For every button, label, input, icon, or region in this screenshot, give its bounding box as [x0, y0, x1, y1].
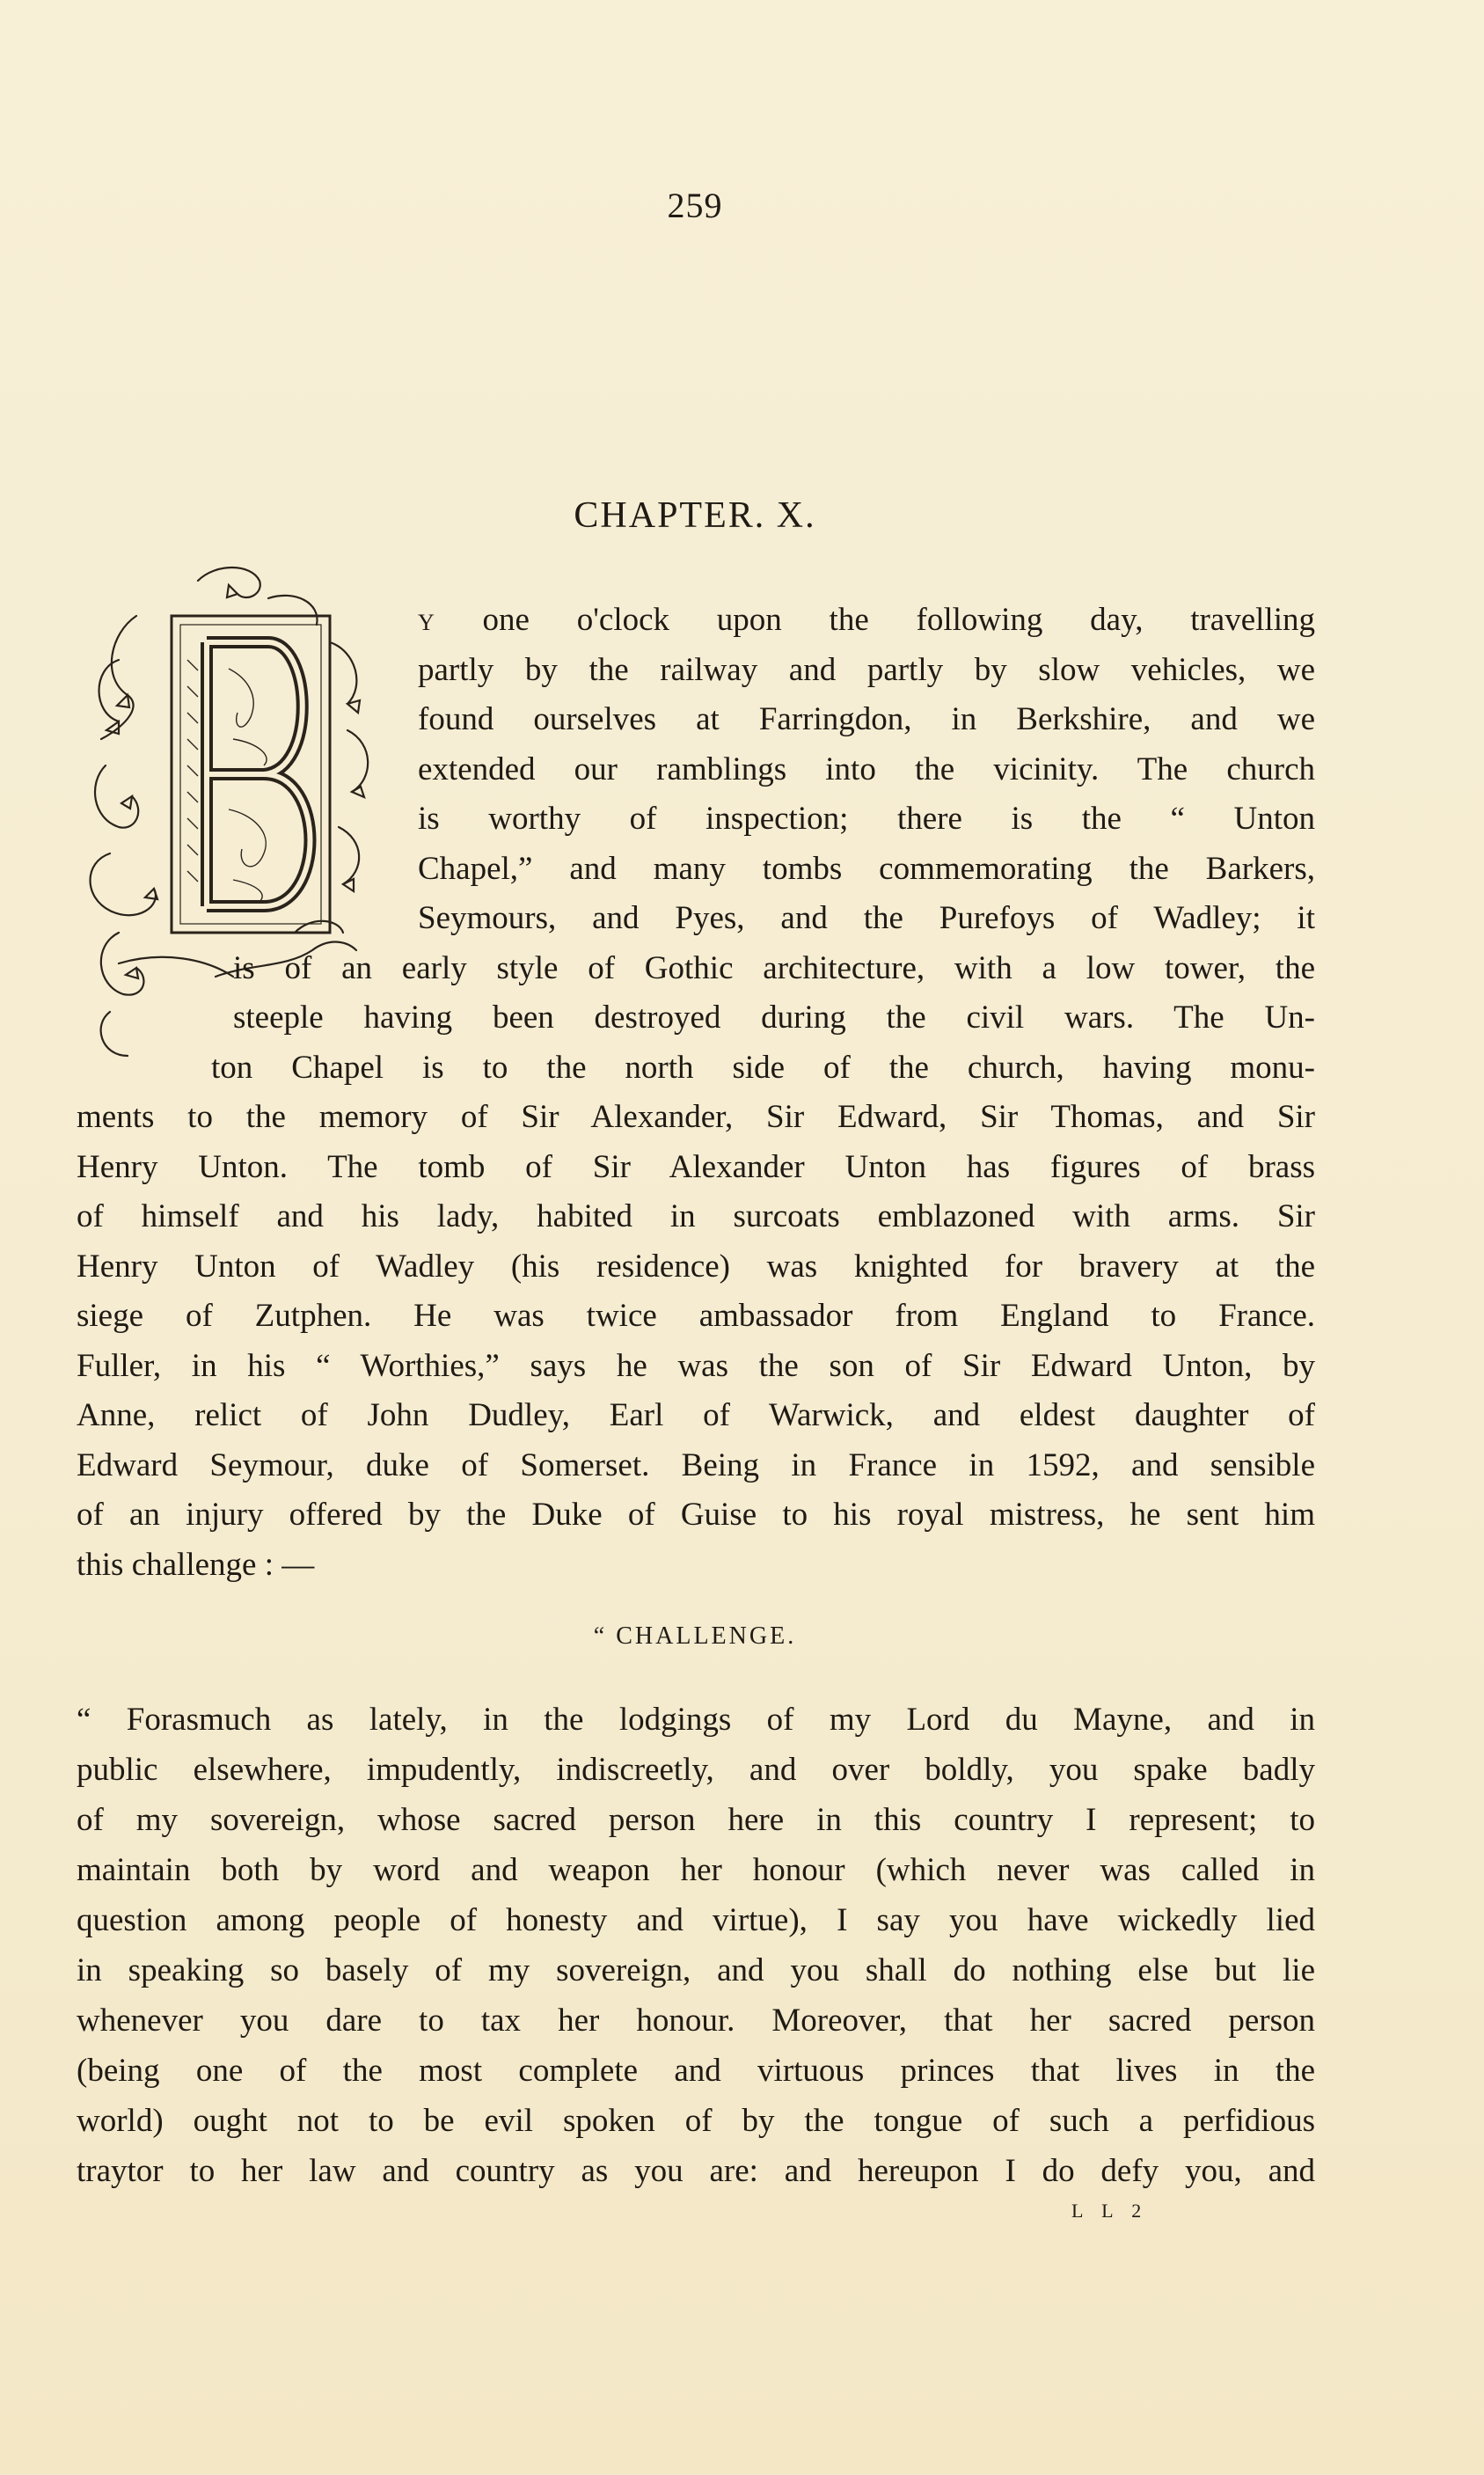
drop-cap-continuation: Y [418, 610, 435, 635]
paragraph-line: steeple having been destroyed during the civil wars. The Un- [233, 1000, 1315, 1036]
paragraph-line: Fuller, in his “ Worthies,” says he was the son of Sir Edward Unton, by [77, 1347, 1315, 1384]
paragraph-line: is worthy of inspection; there is the “ Unton [418, 801, 1315, 837]
challenge-line: in speaking so basely of my sovereign, and you shall do nothing else but lie [77, 1952, 1315, 1988]
paragraph-line: is of an early style of Gothic architecture, with a low tower, the [233, 949, 1315, 986]
paragraph-line: Y one o'clock upon the following day, travelling [418, 602, 1315, 638]
paragraph-line: of himself and his lady, habited in surcoats emblazoned with arms. Sir [77, 1198, 1315, 1234]
chapter-title: CHAPTER. X. [574, 495, 816, 536]
paragraph-line: found ourselves at Farringdon, in Berkshire, and we [418, 701, 1315, 737]
challenge-line: whenever you dare to tax her honour. Moreover, that her sacred person [77, 2003, 1315, 2039]
challenge-line: of my sovereign, whose sacred person here in this country I represent; to [77, 1802, 1315, 1838]
challenge-line: (being one of the most complete and virtuous princes that lives in the [77, 2053, 1315, 2089]
paragraph-line: of an injury offered by the Duke of Guise to his royal mistress, he sent him [77, 1497, 1315, 1533]
paragraph-line: extended our ramblings into the vicinity. The church [418, 751, 1315, 787]
page-number: 259 [667, 186, 723, 225]
challenge-heading: “ CHALLENGE. [593, 1622, 797, 1650]
paragraph-line: Henry Unton of Wadley (his residence) was knighted for bravery at the [77, 1248, 1315, 1285]
paragraph-line: siege of Zutphen. He was twice ambassador from England to France. [77, 1298, 1315, 1334]
paragraph-line: Chapel,” and many tombs commemorating the Barkers, [418, 850, 1315, 887]
paragraph-line: Anne, relict of John Dudley, Earl of Warwick, and eldest daughter of [77, 1397, 1315, 1433]
paragraph-line: ton Chapel is to the north side of the church, having monu- [211, 1049, 1315, 1086]
paragraph-line: Seymours, and Pyes, and the Purefoys of Wadley; it [418, 900, 1315, 936]
paragraph-line: ments to the memory of Sir Alexander, Sir Edward, Sir Thomas, and Sir [77, 1099, 1315, 1135]
challenge-line: maintain both by word and weapon her honour (which never was called in [77, 1852, 1315, 1888]
paragraph-line: partly by the railway and partly by slow vehicles, we [418, 651, 1315, 688]
challenge-line: question among people of honesty and virtue), I say you have wickedly lied [77, 1902, 1315, 1938]
signature-mark: L L 2 [1071, 2200, 1149, 2222]
challenge-line: world) ought not to be evil spoken of by the tongue of such a perfidious [77, 2103, 1315, 2139]
paragraph-line: Henry Unton. The tomb of Sir Alexander Unton has figures of brass [77, 1148, 1315, 1185]
challenge-line: traytor to her law and country as you are: and hereupon I do defy you, and [77, 2153, 1315, 2189]
paragraph-line: Edward Seymour, duke of Somerset. Being in France in 1592, and sensible [77, 1446, 1315, 1483]
paragraph-line: this challenge : — [77, 1546, 315, 1583]
challenge-line: “ Forasmuch as lately, in the lodgings of my Lord du Mayne, and in [77, 1702, 1315, 1738]
challenge-line: public elsewhere, impudently, indiscreetly, and over boldly, you spake badly [77, 1752, 1315, 1788]
